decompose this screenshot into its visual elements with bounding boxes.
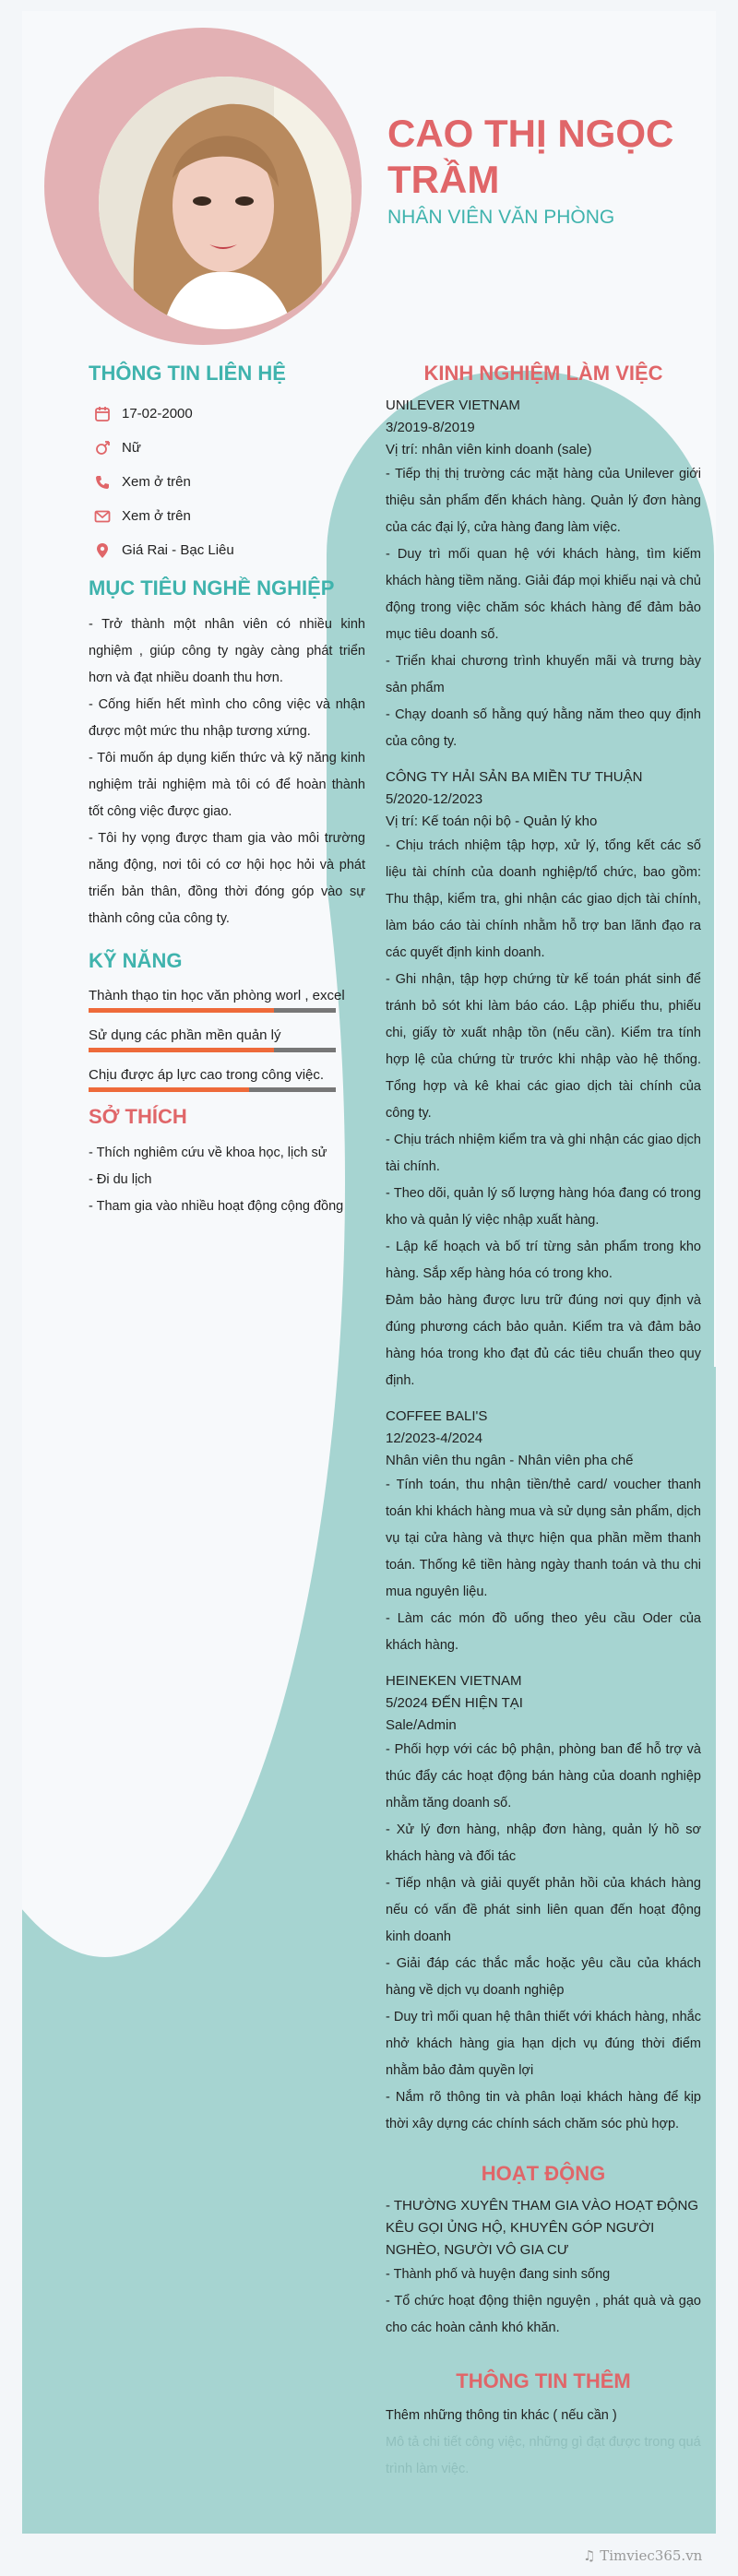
job-period: 5/2024 ĐẾN HIỆN TẠI bbox=[386, 1695, 523, 1711]
gender-icon bbox=[94, 440, 111, 457]
job-detail: - Tính toán, thu nhận tiền/thẻ card/ voucher thanh toán khi khách hàng mua và sử dụng sản phẩm, dịch vụ tại cửa hàng và thực hiện qua phần mềm thanh toán. Thống kê tiền hàng ngày thanh toán và thu chi mua nguyên liệu. bbox=[386, 1478, 701, 1599]
contact-gender-text: Nữ bbox=[122, 440, 141, 456]
location-icon bbox=[94, 542, 111, 559]
job-position: Nhân viên thu ngân - Nhân viên pha chế bbox=[386, 1453, 634, 1468]
job-period: 3/2019-8/2019 bbox=[386, 420, 475, 435]
job-period: 5/2020-12/2023 bbox=[386, 791, 483, 807]
skill-fill bbox=[89, 1087, 249, 1092]
contact-email bbox=[89, 499, 365, 533]
skill-bar bbox=[89, 1087, 336, 1092]
job-detail: - Chịu trách nhiệm tập hợp, xử lý, tổng kết các số liệu tài chính của doanh nghiệp/tổ chức, bao gồm: Thu thập, kiểm tra, ghi nhận các giao dịch tài chính, làm báo cáo tài chính nhằm hỗ trợ ban lãnh đạo ra các quyết định kinh doanh. bbox=[386, 838, 701, 960]
additional-line: Thêm những thông tin khác ( nếu cần ) bbox=[386, 2408, 617, 2423]
job-company: UNILEVER VIETNAM bbox=[386, 398, 520, 413]
skill-label: Thành thạo tin học văn phòng worl , excel bbox=[89, 988, 345, 1003]
job-detail: - Xử lý đơn hàng, nhập đơn hàng, quản lý hồ sơ khách hàng và đối tác bbox=[386, 1822, 701, 1864]
objective-paragraph: - Tôi muốn áp dụng kiến thức và kỹ năng kinh nghiệm trải nghiệm mà tôi có để hoàn thành tốt công việc được giao. bbox=[89, 751, 365, 819]
objective-paragraph: - Trở thành một nhân viên có nhiều kinh nghiệm , giúp công ty ngày càng phát triển hơn và đạt nhiều doanh thu hơn. bbox=[89, 617, 365, 685]
activity-item: - THƯỜNG XUYÊN THAM GIA VÀO HOẠT ĐỘNG KÊU GỌI ỦNG HỘ, KHUYÊN GÓP NGƯỜI NGHÈO, NGƯỜI VÔ GIA CƯ bbox=[386, 2198, 699, 2258]
right-column bbox=[386, 362, 701, 2483]
left-column bbox=[89, 362, 365, 1220]
job-detail: - Ghi nhận, tập hợp chứng từ kế toán phát sinh để tránh bỏ sót khi làm báo cáo. Lập phiếu thu, phiếu chi, giấy tờ xuất nhập tồn (nếu cần). Kiểm tra tính hợp lệ của chứng từ trước khi nhập vào hệ thống. Tổng hợp và kê khai các giao dịch tài chính của công ty. bbox=[386, 972, 701, 1121]
skill-label: Chịu được áp lực cao trong công việc. bbox=[89, 1067, 325, 1083]
calendar-icon bbox=[94, 406, 111, 422]
job-position: Vị trí: nhân viên kinh doanh (sale) bbox=[386, 442, 592, 457]
contact-email-text: Xem ở trên bbox=[122, 508, 191, 524]
email-icon bbox=[94, 508, 111, 525]
objective-paragraph: - Cống hiến hết mình cho công việc và nhận được một mức thu nhập tương xứng. bbox=[89, 697, 365, 739]
skills-list bbox=[89, 984, 365, 1092]
job-unilever bbox=[386, 395, 701, 755]
job-haisan bbox=[386, 766, 701, 1395]
job-detail: - Tiếp thị thị trường các mặt hàng của Unilever giới thiệu sản phẩm đến khách hàng. Quản lý đơn hàng của các đại lý, cửa hàng đang làm việc. bbox=[386, 467, 701, 535]
activity-item: - Tổ chức hoạt động thiện nguyện , phát quà và gạo cho các hoàn cảnh khó khăn. bbox=[386, 2294, 701, 2335]
contact-address bbox=[89, 533, 365, 567]
hobby-item: - Tham gia vào nhiều hoạt động cộng đồng bbox=[89, 1199, 344, 1214]
avatar-ring bbox=[44, 28, 362, 345]
hobbies-list bbox=[89, 1140, 365, 1220]
skill-item bbox=[89, 1063, 365, 1092]
job-detail: - Phối hợp với các bộ phận, phòng ban để hỗ trợ và thúc đẩy các hoạt động bán hàng của doanh nghiệp nhằm tăng doanh số. bbox=[386, 1742, 701, 1810]
contact-gender bbox=[89, 431, 365, 465]
job-detail: - Giải đáp các thắc mắc hoặc yêu cầu của khách hàng về dịch vụ doanh nghiệp bbox=[386, 1956, 701, 1998]
skill-label: Sử dụng các phần mền quản lý bbox=[89, 1027, 281, 1043]
objective-heading: MỤC TIÊU NGHỀ NGHIỆP bbox=[89, 576, 335, 599]
contact-heading: THÔNG TIN LIÊN HỆ bbox=[89, 362, 286, 385]
activity-item: - Thành phố và huyện đang sinh sống bbox=[386, 2267, 611, 2282]
skill-bar bbox=[89, 1008, 336, 1013]
contact-address-text: Giá Rai - Bạc Liêu bbox=[122, 542, 234, 558]
job-company: HEINEKEN VIETNAM bbox=[386, 1673, 522, 1689]
cv-page bbox=[22, 11, 716, 2534]
contact-birthday bbox=[89, 397, 365, 431]
job-detail: Đảm bảo hàng được lưu trữ đúng nơi quy định và đúng phương cách bảo quản. Kiểm tra và đảm bảo hàng hóa trong kho đạt đủ các tiêu chuẩn theo quy định. bbox=[386, 1293, 701, 1388]
job-detail: - Tiếp nhận và giải quyết phản hồi của khách hàng nếu có vấn đề phát sinh liên quan đến hoạt động kinh doanh bbox=[386, 1876, 701, 1944]
job-detail: - Chạy doanh số hằng quý hằng năm theo quy định của công ty. bbox=[386, 707, 701, 749]
candidate-role: NHÂN VIÊN VĂN PHÒNG bbox=[387, 207, 615, 228]
contact-birthday-text: 17-02-2000 bbox=[122, 406, 193, 421]
job-detail: - Theo dõi, quản lý số lượng hàng hóa đang có trong kho và quản lý việc nhập xuất hàng. bbox=[386, 1186, 701, 1228]
hobbies-heading: SỞ THÍCH bbox=[89, 1105, 187, 1128]
skill-item bbox=[89, 1024, 365, 1052]
job-period: 12/2023-4/2024 bbox=[386, 1430, 483, 1446]
job-company: CÔNG TY HẢI SẢN BA MIỀN TƯ THUẬN bbox=[386, 769, 643, 785]
skills-heading: KỸ NĂNG bbox=[89, 949, 183, 972]
hobby-item: - Thích nghiêm cứu về khoa học, lịch sử bbox=[89, 1146, 327, 1160]
hobby-item: - Đi du lịch bbox=[89, 1172, 152, 1187]
job-detail: - Chịu trách nhiệm kiểm tra và ghi nhận các giao dịch tài chính. bbox=[386, 1133, 701, 1174]
objective-body bbox=[89, 611, 365, 932]
skill-fill bbox=[89, 1048, 274, 1052]
job-detail: - Duy trì mối quan hệ với khách hàng, tìm kiếm khách hàng tiềm năng. Giải đáp mọi khiếu nại và chủ động trong việc chăm sóc khách hàng để đảm bảo mục tiêu doanh số. bbox=[386, 547, 701, 642]
job-company: COFFEE BALI'S bbox=[386, 1408, 488, 1424]
job-detail: - Lập kế hoạch và bố trí từng sản phẩm trong kho hàng. Sắp xếp hàng hóa có trong kho. bbox=[386, 1240, 701, 1281]
activities-list bbox=[386, 2195, 701, 2342]
additional-body bbox=[386, 2403, 701, 2483]
job-position: Vị trí: Kế toán nội bộ - Quản lý kho bbox=[386, 813, 598, 829]
skill-item bbox=[89, 984, 365, 1013]
skill-bar bbox=[89, 1048, 336, 1052]
contact-phone bbox=[89, 465, 365, 499]
avatar bbox=[99, 77, 351, 329]
additional-heading: THÔNG TIN THÊM bbox=[456, 2369, 631, 2392]
brand-logo-icon: ♫ bbox=[583, 2547, 601, 2564]
job-detail: - Làm các món đồ uống theo yêu cầu Oder của khách hàng. bbox=[386, 1611, 701, 1653]
brand-text: Timviec365.vn bbox=[600, 2547, 703, 2564]
job-coffee bbox=[386, 1406, 701, 1659]
job-heineken bbox=[386, 1670, 701, 2138]
objective-paragraph: - Tôi hy vọng được tham gia vào môi trường năng động, nơi tôi có cơ hội học hỏi và phát triển bản thân, đồng thời đóng góp vào sự thành công của công ty. bbox=[89, 831, 365, 926]
activities-heading: HOẠT ĐỘNG bbox=[481, 2162, 606, 2185]
job-detail: - Nắm rõ thông tin và phân loại khách hàng để kịp thời xây dựng các chính sách chăm sóc phù hợp. bbox=[386, 2090, 701, 2131]
avatar-photo bbox=[99, 77, 351, 329]
job-position: Sale/Admin bbox=[386, 1717, 457, 1733]
job-detail: - Triển khai chương trình khuyến mãi và trưng bày sản phẩm bbox=[386, 654, 701, 695]
additional-hint: Mô tả chi tiết công việc, những gì đạt được trong quá trình làm việc. bbox=[386, 2435, 701, 2476]
contact-phone-text: Xem ở trên bbox=[122, 474, 191, 490]
experience-heading: KINH NGHIỆM LÀM VIỆC bbox=[423, 362, 663, 385]
candidate-name: CAO THỊ NGỌC TRẦM bbox=[387, 112, 674, 201]
contact-list bbox=[89, 397, 365, 567]
skill-fill bbox=[89, 1008, 274, 1013]
phone-icon bbox=[94, 474, 111, 491]
job-detail: - Duy trì mối quan hệ thân thiết với khách hàng, nhắc nhở khách hàng gia hạn dịch vụ đúng thời điểm nhằm bảo đảm quyền lợi bbox=[386, 2010, 701, 2078]
footer-brand bbox=[583, 2547, 702, 2564]
